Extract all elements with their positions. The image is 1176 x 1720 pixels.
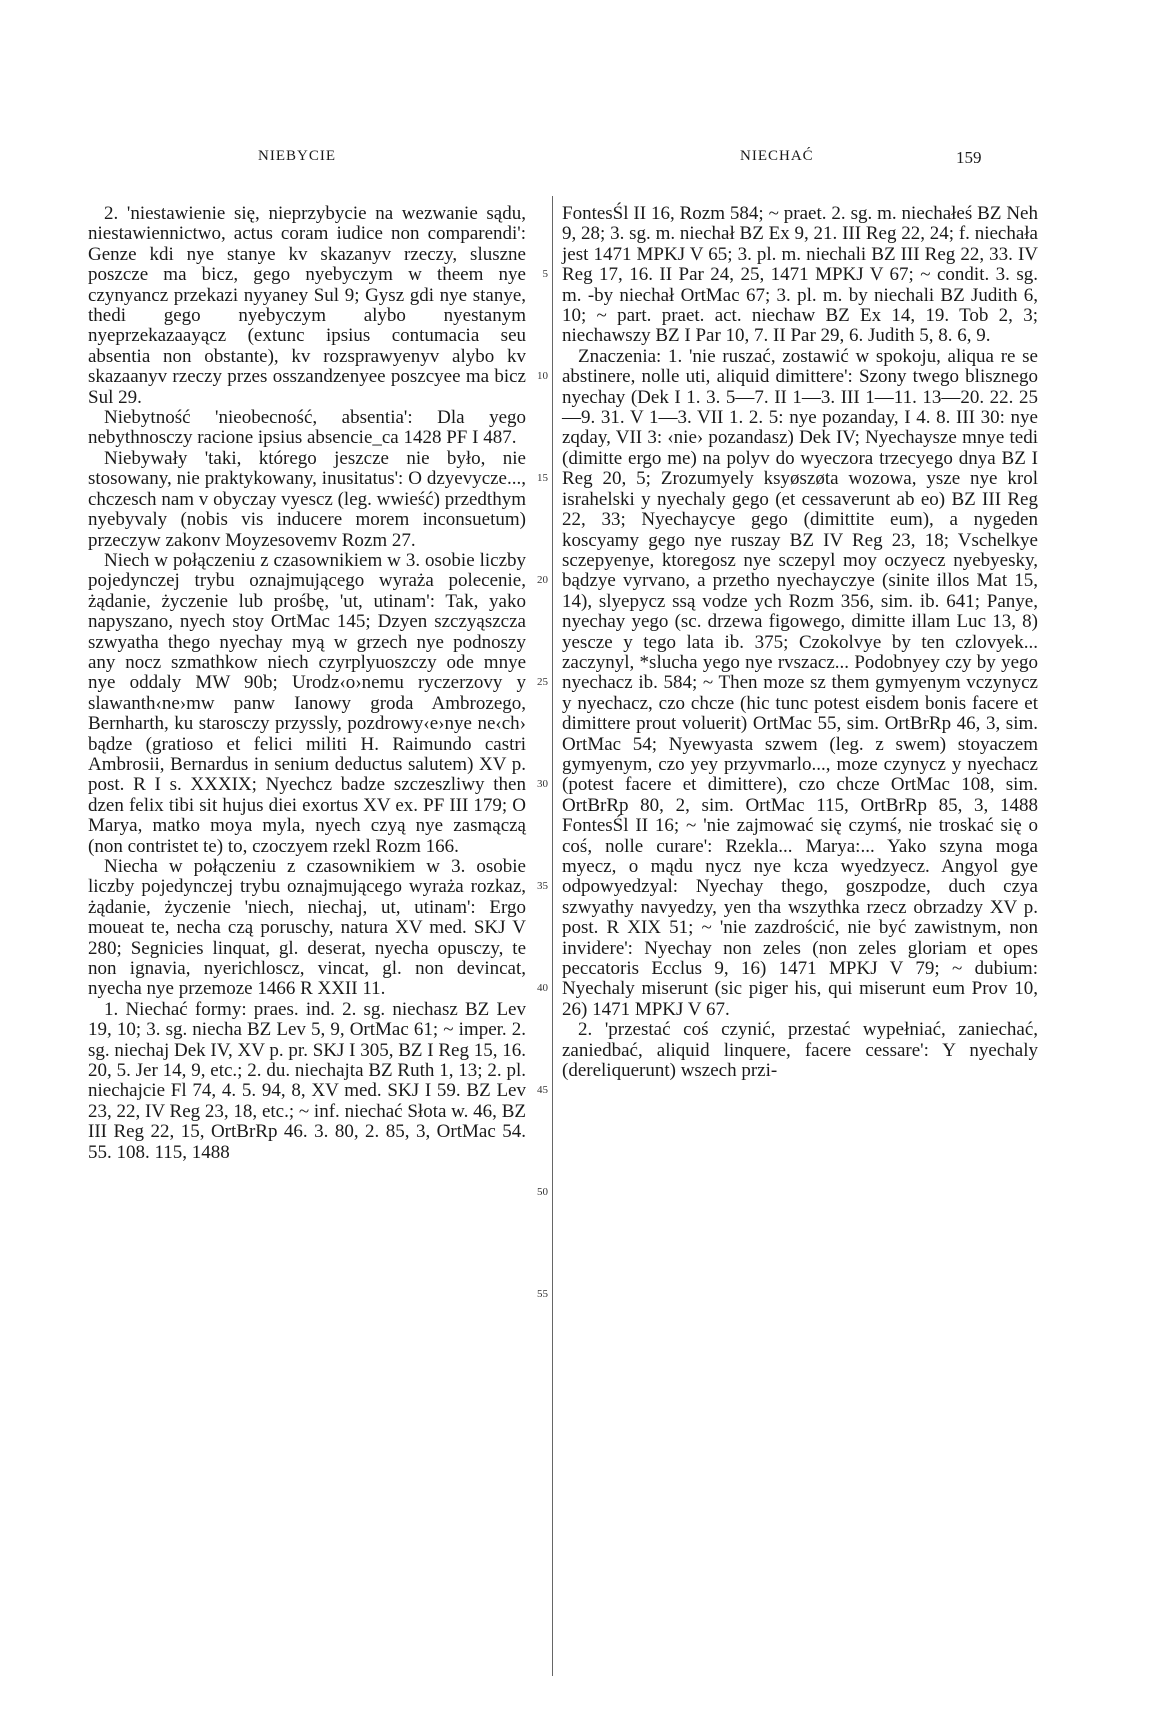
running-header xyxy=(0,148,1176,178)
page-number: 159 xyxy=(956,148,982,167)
entry-niech: Niech w połączeniu z czasownikiem w 3. osobie liczby pojedynczej trybu oznajmującego wyraża polecenie, żądanie, życzenie lub prośbę, 'ut, utinam': Tak, yako napyszano, nyech stoy OrtMac 145; Dzyen szczyąszcza szwyatha thego nyechay myą w grzech nye podnoszy any nocz szmathkow niech czyrplyuoszczy ode mnye nye oddaly MW 90b; Urodz‹o›nemu ryczerzovy y slawanth‹ne›mw panw Ianowy groda Ambrozego, Bernharth, ku starosczy przyssly, pozdrowy‹e›nye ne‹ch› bądze (gratioso et felici militi H. Raimundo castri Ambrosii, Bernardus in senium deductus salutem) XV p. post. R I s. XXXIX; Nyechcz badze szczeszliwy then dzen felix tibi sit hujus diei exortus XV ex. PF III 179; O Marya, matko moya myla, nyech czyą nye zasmączą (non contristet te) to, czoczyem rzekl Rozm 166. xyxy=(88,549,526,857)
line-number: 55 xyxy=(537,1288,548,1300)
column-divider xyxy=(552,196,553,1676)
entry-niebywaly: Niebywały 'taki, którego jeszcze nie było, nie stosowany, nie praktykowany, inusitatus': O dzyevycze..., chczesch nam v obyczay vyescz (leg. wwieść) przedthym nyebyvaly (nobis vis inducere morem inconsuetum) przeczyw zakonv Moyzesovemv Rozm 27. xyxy=(88,447,526,551)
line-number: 20 xyxy=(537,574,548,586)
line-number: 25 xyxy=(537,676,548,688)
entry-niechac-sense-1: Znaczenia: 1. 'nie ruszać, zostawić w spokoju, aliqua re se abstinere, nolle uti, aliquid dimittere': Szony twego blisznego nyechay (Dek I 1. 3. 5—7. II 1—3. III 1—11. 13—20. 22. 25—9. 31. V 1—3. VII 1. 2. 5: nye pozanday, I 4. 8. III 30: nye zqday, VII 3: ‹nie› pozandasz) Dek IV; Nyechaysze mnye tedi (dimitte ergo me) na polyv do wyeczora trzecyego dnya BZ I Reg 20, 5; Zrozumyely ksyøszøta wozowa, ysze nye krol israhelski y nyechaly gego (et cessaverunt ab eo) BZ III Reg 22, 33; Nyechaycye gego (dimittite eum), a nygeden koscyamy gego nye ruszay BZ IV Reg 23, 18; Vschelkye sczepyenye, ktoregosz nye sczepyl moy oczyecz nyebyesky, bądzye vyrvano, a przetho nyechayczye (sinite illos Mat 15, 14), slyepycz ssą vodze ych Rozm 356, sim. ib. 641; Panye, nyechay yego (sc. drzewa figowego, dimitte illam Luc 13, 8) yescze y tego lata ib. 375; Czokolvye by ten czlovyek... zaczynyl, *slucha yego nye rvszacz... Podobnyey czy by yego nyechacz ib. 584; ~ Then moze sz them gymyenym vczynycz y nyechacz, czo chcze (hic tunc potest eisdem bonis facere et dimittere prout voluerit) OrtMac 55, sim. OrtBrRp 46, 3, sim. OrtMac 54; Nyewyasta szwem (leg. z swem) stoyaczem gymyenym, czo yey przyvmarlo..., moze czynycz y nyechacz (potest facere et dimittere), czo chcze OrtMac 108, sim. OrtBrRp 80, 2, sim. OrtMac 115, OrtBrRp 85, 3, 1488 FontesŚl II 16; ~ 'nie zajmować się czymś, nie troskać się o coś, nolle curare': Rzekla... Marya:... Yako szyna moga myecz, o mądu nycz nye kcza wyedzyecz. Angyol gye odpowyedzyal: Nyechay thego, goszpodze, duch czya szwyathy navyedzy, yen tha wszythka rzecz obrzadzy XV p. post. R XIX 51; ~ 'nie zazdrościć, nie być zawistnym, non invidere': Nyechay non zeles (non zeles gloriam et opes peccatoris Ecclus 9, 16) 1471 MPKJ V 79; ~ dubium: Nyechaly miserunt (sic piger his, qui miserunt eum Prov 10, 26) 1471 MPKJ V 67. xyxy=(562,345,1038,1020)
header-right-headword: NIECHAĆ xyxy=(740,148,814,164)
entry-niebytnosc: Niebytność 'nieobecność, absentia': Dla yego nebythnosczy racione ipsius absencie_ca 1428 PF I 487. xyxy=(88,407,526,449)
line-number: 40 xyxy=(537,982,548,994)
entry-niechac-forms: 1. Niechać formy: praes. ind. 2. sg. niechasz BZ Lev 19, 10; 3. sg. niecha BZ Lev 5, 9, OrtMac 61; ~ imper. 2. sg. niechaj Dek IV, XV p. pr. SKJ I 305, BZ I Reg 15, 16. 20, 5. Jer 14, 9, etc.; 2. du. niechajta BZ Ruth 1, 13; 2. pl. niechajcie Fl 74, 4. 5. 94, 8, XV med. SKJ I 59. BZ Lev 23, 22, IV Reg 23, 18, etc.; ~ inf. niechać Słota w. 46, BZ III Reg 22, 15, OrtBrRp 46. 3. 80, 2. 85, 3, OrtMac 54. 55. 108. 115, 1488 xyxy=(88,998,526,1163)
entry-niecha: Niecha w połączeniu z czasownikiem w 3. osobie liczby pojedynczej trybu oznajmującego wyraża rozkaz, żądanie, życzenie 'niech, niechaj, ut, utinam': Ergo moueat te, necha czą poruschy, natura XV med. SKJ V 280; Segnicies linquat, gl. deserat, nyecha opusczy, te non ignavia, nyerichloscz, vincat, gl. non devincat, nyecha nye przemoze 1466 R XXII 11. xyxy=(88,856,526,1000)
line-number: 5 xyxy=(542,268,548,280)
line-number: 45 xyxy=(537,1084,548,1096)
line-number: 50 xyxy=(537,1186,548,1198)
entry-niechac-forms-continued: FontesŚl II 16, Rozm 584; ~ praet. 2. sg. m. niechałeś BZ Neh 9, 28; 3. sg. m. niechał BZ Ex 9, 21. III Reg 22, 24; f. niechała jest 1471 MPKJ V 65; 3. pl. m. niechali BZ III Reg 22, 33. IV Reg 17, 16. II Par 24, 25, 1471 MPKJ V 67; ~ condit. 3. sg. m. -by niechał OrtMac 67; 3. pl. m. by niechali BZ Judith 6, 10; ~ part. praet. act. niechaw BZ Ex 14, 19. Tob 2, 3; niechawszy BZ I Par 10, 7. II Par 29, 6. Judith 5, 8. 6, 9. xyxy=(562,203,1038,347)
entry-niebycie-sense-2: 2. 'niestawienie się, nieprzybycie na wezwanie sądu, niestawiennictwo, actus coram iudice non comparendi': Genze kdi nye stanye kv skazanyv rzeczy, sluszne poszcze ma bicz, gego nyebyczym w theem nye czynyancz przekazi nyyaney Sul 9; Gysz gdi nye stanye, thedi gego nyebyczym alybo nyestanym nyeprzekazaayącz (extunc ipsius contumacia seu absentia non obstante), kv rozsprawyenyv alybo kv skazaanyv rzeczy przes osszandzenyee poszcyee ma bicz Sul 29. xyxy=(88,203,526,408)
line-number: 35 xyxy=(537,880,548,892)
right-column xyxy=(562,204,1038,1081)
entry-niechac-sense-2: 2. 'przestać coś czynić, przestać wypełniać, zaniechać, zaniedbać, aliquid linquere, facere cessare': Y nyechaly (dereliquerunt) wszech przi- xyxy=(562,1019,1038,1082)
line-number: 10 xyxy=(537,370,548,382)
line-number: 30 xyxy=(537,778,548,790)
line-number: 15 xyxy=(537,472,548,484)
header-left-headword: NIEBYCIE xyxy=(258,148,336,164)
left-column xyxy=(88,204,526,1163)
